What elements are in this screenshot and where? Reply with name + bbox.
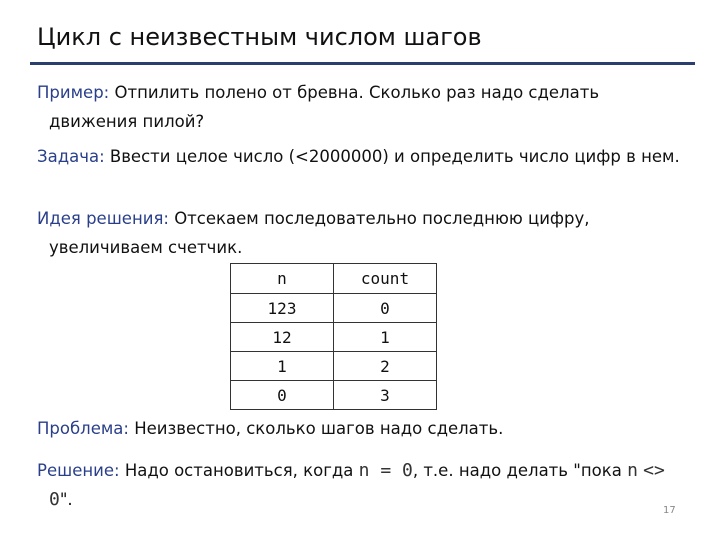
- task-label: Задача:: [37, 147, 105, 166]
- table-row: [231, 381, 437, 410]
- problem-text: Неизвестно, сколько шагов надо сделать.: [128, 419, 504, 438]
- cell-n: 1: [231, 352, 334, 381]
- solution-code-loop: <> 0: [49, 460, 665, 510]
- header-n: n: [231, 264, 334, 294]
- solution-label: Решение:: [37, 461, 120, 480]
- solution-code-condition: n = 0: [358, 460, 413, 481]
- cell-n: 0: [231, 381, 334, 410]
- table-row: [231, 352, 437, 381]
- idea-text: Отсекаем последовательно последнюю цифру, увеличиваем счетчик.: [49, 209, 590, 257]
- example-text: Отпилить полено от бревна. Сколько раз надо сделать движения пилой?: [49, 83, 600, 131]
- example-paragraph: [37, 78, 689, 136]
- problem-paragraph: [37, 414, 689, 443]
- task-text: Ввести целое число (<2000000) и определить число цифр в нем.: [104, 147, 680, 166]
- solution-text-middle: , т.е. надо делать "пока: [412, 461, 628, 480]
- solution-text-end: ".: [59, 490, 73, 509]
- title-divider: [30, 62, 695, 65]
- idea-label: Идея решения:: [37, 209, 169, 228]
- cell-count: 2: [334, 352, 437, 381]
- trace-table: [230, 263, 437, 410]
- solution-paragraph: [37, 456, 689, 514]
- page-number: 17: [663, 505, 676, 516]
- table-header-row: [231, 264, 437, 294]
- task-paragraph: [37, 142, 689, 171]
- header-count: count: [334, 264, 437, 294]
- solution-text-before: Надо остановиться, когда: [119, 461, 359, 480]
- table-row: [231, 294, 437, 323]
- cell-n: 12: [231, 323, 334, 352]
- slide-title: Цикл с неизвестным числом шагов: [37, 23, 482, 51]
- cell-count: 1: [334, 323, 437, 352]
- cell-n: 123: [231, 294, 334, 323]
- solution-code-n: n: [627, 460, 638, 481]
- cell-count: 3: [334, 381, 437, 410]
- cell-count: 0: [334, 294, 437, 323]
- problem-label: Проблема:: [37, 419, 129, 438]
- idea-paragraph: [37, 204, 689, 262]
- example-label: Пример:: [37, 83, 110, 102]
- table-row: [231, 323, 437, 352]
